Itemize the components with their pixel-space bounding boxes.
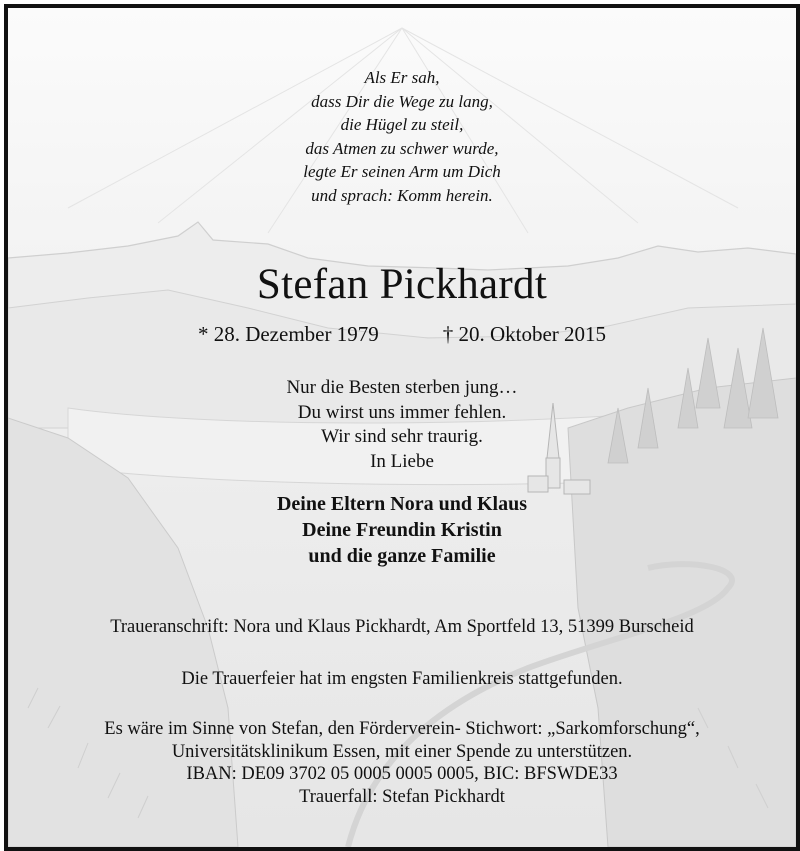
- mourner-line: und die ganze Familie: [308, 545, 496, 567]
- verse-line: Wir sind sehr traurig.: [321, 426, 483, 447]
- poem-line: die Hügel zu steil,: [340, 115, 464, 135]
- life-dates: [8, 320, 796, 348]
- poem: [8, 66, 796, 208]
- verse-line: Nur die Besten sterben jung…: [286, 377, 518, 398]
- verse-line: Du wirst uns immer fehlen.: [297, 401, 507, 423]
- mourner-line: Deine Eltern Nora und Klaus: [276, 493, 528, 515]
- death-date: † 20. Oktober 2015: [442, 322, 607, 346]
- verse-line: In Liebe: [370, 450, 434, 472]
- donation-request: [8, 718, 796, 808]
- mourning-address: Traueranschrift: Nora und Klaus Pickhardt, Am Sportfeld 13, 51399 Burscheid: [110, 617, 694, 637]
- donation-line: Universitätsklinikum Essen, mit einer Spende zu unterstützen.: [171, 741, 633, 762]
- obituary-frame: [4, 4, 800, 851]
- poem-line: das Atmen zu schwer wurde,: [305, 138, 499, 158]
- funeral-notice: Die Trauerfeier hat im engsten Familienkreis stattgefunden.: [181, 669, 623, 689]
- mourning-verse: [8, 376, 796, 474]
- donation-line: Es wäre im Sinne von Stefan, den Förderverein- Stichwort: „Sarkomforschung“,: [104, 719, 700, 739]
- mourners-list: [8, 491, 796, 569]
- poem-line: dass Dir die Wege zu lang,: [311, 91, 493, 111]
- poem-line: Als Er sah,: [364, 68, 440, 87]
- poem-line: legte Er seinen Arm um Dich: [303, 162, 501, 182]
- poem-line: und sprach: Komm herein.: [311, 185, 493, 205]
- donation-line: Trauerfall: Stefan Pickhardt: [299, 786, 505, 807]
- birth-date: * 28. Dezember 1979: [197, 322, 379, 346]
- deceased-name: Stefan Pickhardt: [256, 261, 548, 308]
- donation-line: IBAN: DE09 3702 05 0005 0005 0005, BIC: BFSWDE33: [186, 764, 618, 784]
- mourner-line: Deine Freundin Kristin: [302, 519, 502, 541]
- obituary-content: [8, 8, 796, 847]
